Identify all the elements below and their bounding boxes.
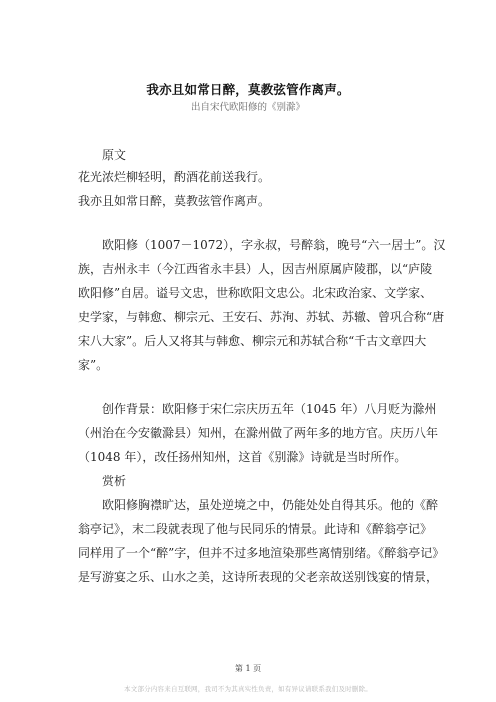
poem-line: 花光浓烂柳轻明，酌酒花前送我行。 (78, 170, 271, 184)
page-number: 第 1 页 (234, 664, 262, 673)
original-heading: 原文 (102, 148, 127, 162)
author-bio-line: 族，吉州永丰（今江西省永丰县）人，因吉州原属庐陵郡，以“庐陵 (78, 262, 433, 276)
poem-line: 我亦且如常日醉，莫教弦管作离声。 (78, 194, 271, 208)
analysis-line: 欧阳修胸襟旷达，虽处逆境之中，仍能处处自得其乐。他的《醉 (102, 498, 439, 512)
footer-disclaimer: 本文部分内容来自互联网，我司不为其真实性负责，如有异议请联系我们及时删除。 (124, 685, 372, 693)
author-bio-line: 家”。 (78, 358, 109, 372)
analysis-line: 翁亭记》，末二段就表现了他与民同乐的情景。此诗和《醉翁亭记》 (78, 522, 433, 536)
author-bio-line: 宋八大家”。后人又将其与韩愈、柳宗元和苏轼合称“千古文章四大 (78, 334, 427, 348)
analysis-line: 是写游宴之乐、山水之美，这诗所表现的父老亲故送别饯宴的情景， (78, 570, 439, 584)
author-bio-line: 欧阳修（1007－1072），字永叔，号醉翁，晚号“六一居士”。汉 (102, 238, 446, 252)
background-line: （州治在今安徽滁县）知州，在滁州做了两年多的地方官。庆历八年 (78, 426, 439, 440)
background-line: 创作背景：欧阳修于宋仁宗庆历五年（1045 年）八月贬为滁州 (102, 402, 437, 416)
document-title: 我亦且如常日醉，莫教弦管作离声。 (146, 82, 350, 97)
document-subtitle: 出自宋代欧阳修的《别滁》 (190, 102, 305, 113)
author-bio-line: 史学家，与韩愈、柳宗元、王安石、苏洵、苏轼、苏辙、曾巩合称“唐 (78, 310, 445, 324)
author-bio-line: 欧阳修”自居。谥号文忠，世称欧阳文忠公。北宋政治家、文学家、 (78, 286, 433, 300)
background-line: （1048 年），改任扬州知州，这首《别滁》诗就是当时所作。 (78, 450, 407, 464)
analysis-line: 同样用了一个“醉”字，但并不过多地渲染那些离情别绪。《醉翁亭记》 (78, 546, 445, 560)
analysis-heading: 赏析 (102, 474, 127, 488)
